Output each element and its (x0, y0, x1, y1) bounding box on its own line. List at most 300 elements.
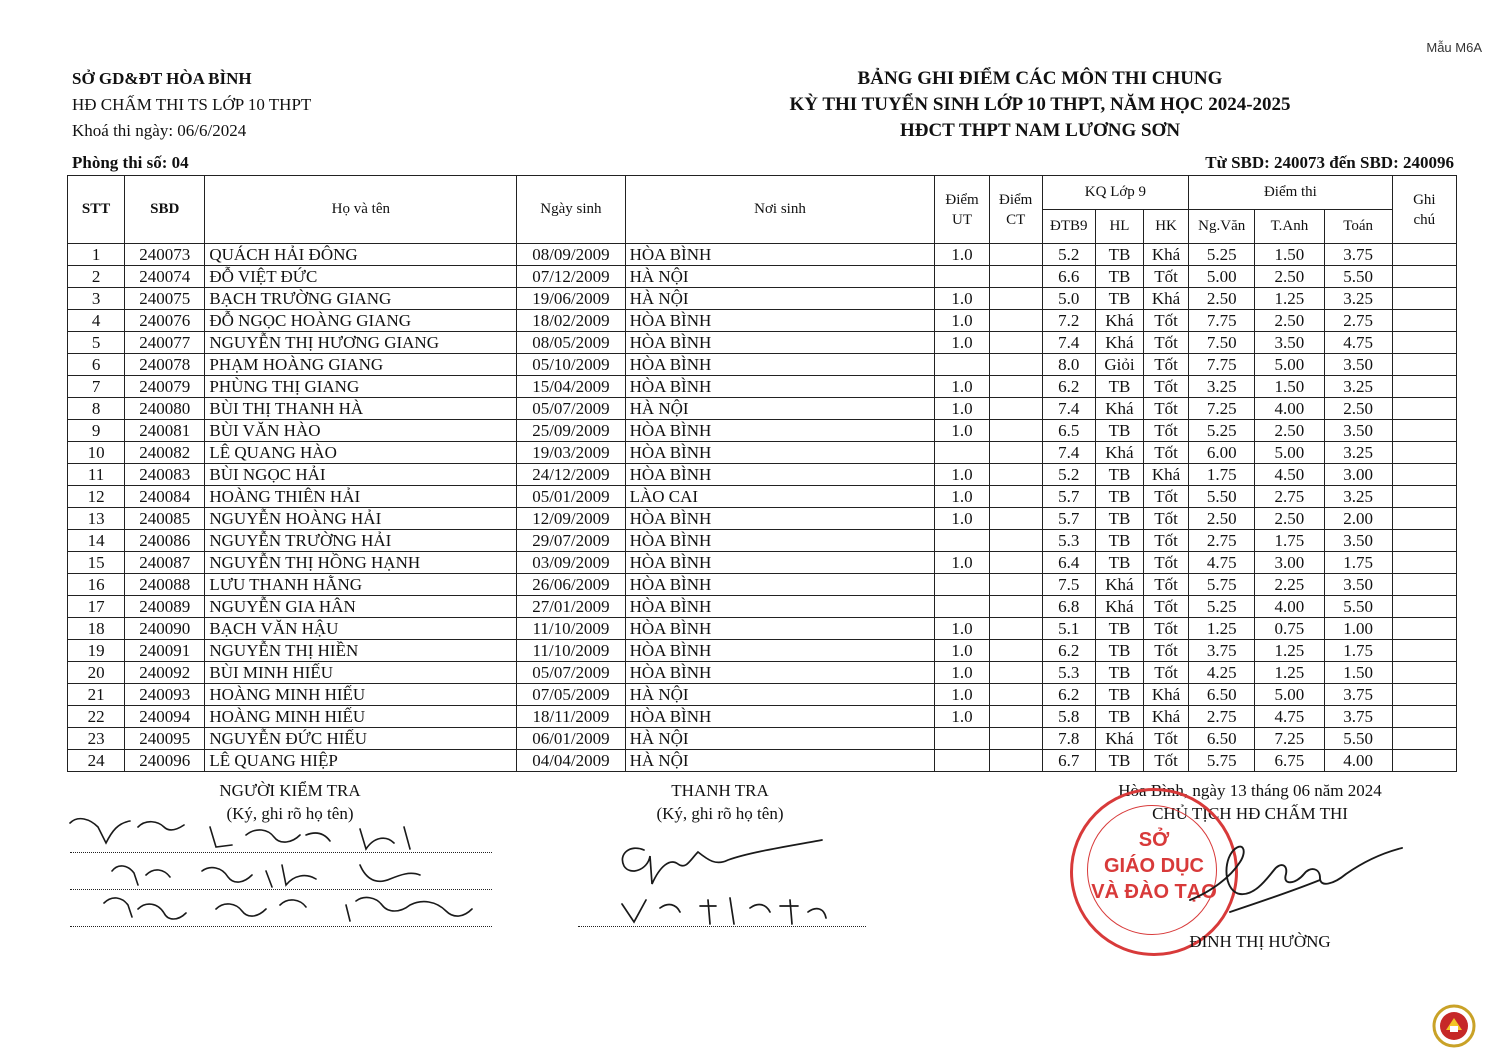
cell-dob: 08/05/2009 (517, 332, 625, 354)
cell-ghi-chu (1392, 750, 1456, 772)
cell-ghi-chu (1392, 684, 1456, 706)
header-ut (935, 176, 989, 244)
table-row (68, 706, 1457, 728)
exam-name: KỲ THI TUYỂN SINH LỚP 10 THPT, NĂM HỌC 2024-2025 (789, 94, 1291, 115)
cell-stt: 4 (68, 310, 125, 332)
cell-pob: HÒA BÌNH (625, 618, 935, 640)
header-dtb9: ĐTB9 (1042, 210, 1095, 244)
cell-dtb9: 7.2 (1042, 310, 1095, 332)
cell-sbd: 240095 (125, 728, 205, 750)
header-ghi-chu-line1: Ghi (1413, 191, 1436, 208)
cell-sbd: 240080 (125, 398, 205, 420)
cell-hl: TB (1095, 420, 1143, 442)
cell-sbd: 240094 (125, 706, 205, 728)
stamp-line-2: GIÁO DỤC (1104, 855, 1204, 877)
cell-diem-ct (989, 398, 1042, 420)
cell-diem-ct (989, 640, 1042, 662)
cell-pob: HÀ NỘI (625, 266, 935, 288)
cell-diem-ut: 1.0 (935, 288, 989, 310)
cell-diem-ut (935, 266, 989, 288)
cell-stt: 20 (68, 662, 125, 684)
cell-pob: HÒA BÌNH (625, 420, 935, 442)
cell-hl: TB (1095, 552, 1143, 574)
cell-diem-ct (989, 706, 1042, 728)
cell-dtb9: 7.5 (1042, 574, 1095, 596)
cell-dtb9: 6.6 (1042, 266, 1095, 288)
cell-hk: Tốt (1144, 596, 1189, 618)
cell-toan: 3.00 (1324, 464, 1392, 486)
cell-pob: LÀO CAI (625, 486, 935, 508)
cell-name: NGUYỄN THỊ HIỀN (205, 640, 517, 662)
cell-hl: TB (1095, 662, 1143, 684)
cell-toan: 2.00 (1324, 508, 1392, 530)
table-row (68, 640, 1457, 662)
header-ut-line2: UT (952, 211, 973, 228)
cell-diem-ut: 1.0 (935, 662, 989, 684)
cell-stt: 11 (68, 464, 125, 486)
cell-diem-ct (989, 508, 1042, 530)
cell-sbd: 240089 (125, 596, 205, 618)
cell-t-anh: 5.00 (1255, 354, 1324, 376)
cell-ng-van: 5.50 (1189, 486, 1255, 508)
cell-hl: Khá (1095, 596, 1143, 618)
cell-stt: 1 (68, 244, 125, 266)
cell-hl: Khá (1095, 310, 1143, 332)
cell-name: ĐỖ VIỆT ĐỨC (205, 266, 517, 288)
cell-diem-ct (989, 596, 1042, 618)
cell-stt: 9 (68, 420, 125, 442)
cell-name: NGUYỄN THỊ HƯƠNG GIANG (205, 332, 517, 354)
cell-t-anh: 1.25 (1255, 662, 1324, 684)
cell-pob: HÒA BÌNH (625, 354, 935, 376)
cell-t-anh: 7.25 (1255, 728, 1324, 750)
cell-t-anh: 5.00 (1255, 684, 1324, 706)
cell-stt: 10 (68, 442, 125, 464)
cell-dob: 19/06/2009 (517, 288, 625, 310)
cell-hl: TB (1095, 266, 1143, 288)
cell-t-anh: 1.75 (1255, 530, 1324, 552)
cell-ghi-chu (1392, 486, 1456, 508)
cell-sbd: 240079 (125, 376, 205, 398)
cell-name: NGUYỄN TRƯỜNG HẢI (205, 530, 517, 552)
cell-sbd: 240076 (125, 310, 205, 332)
cell-hk: Tốt (1144, 266, 1189, 288)
cell-stt: 17 (68, 596, 125, 618)
cell-hl: TB (1095, 244, 1143, 266)
cell-name: HOÀNG MINH HIẾU (205, 706, 517, 728)
cell-dob: 06/01/2009 (517, 728, 625, 750)
cell-name: BÙI NGỌC HẢI (205, 464, 517, 486)
cell-t-anh: 1.25 (1255, 640, 1324, 662)
cell-diem-ct (989, 618, 1042, 640)
checker-signatures (60, 805, 500, 940)
cell-ghi-chu (1392, 640, 1456, 662)
cell-t-anh: 4.00 (1255, 398, 1324, 420)
cell-diem-ut: 1.0 (935, 398, 989, 420)
cell-diem-ct (989, 442, 1042, 464)
cell-hk: Tốt (1144, 574, 1189, 596)
cell-dob: 07/05/2009 (517, 684, 625, 706)
cell-t-anh: 2.75 (1255, 486, 1324, 508)
issuer-block (72, 66, 311, 144)
cell-diem-ut (935, 750, 989, 772)
cell-dob: 11/10/2009 (517, 640, 625, 662)
checker-3-name (216, 898, 472, 921)
cell-t-anh: 3.50 (1255, 332, 1324, 354)
cell-t-anh: 6.75 (1255, 750, 1324, 772)
cell-hk: Khá (1144, 706, 1189, 728)
grading-council: HĐCT THPT NAM LƯƠNG SƠN (899, 120, 1181, 141)
inspector-name-handwritten (622, 898, 826, 924)
cell-toan: 3.25 (1324, 442, 1392, 464)
cell-diem-ut: 1.0 (935, 618, 989, 640)
cell-pob: HÒA BÌNH (625, 706, 935, 728)
cell-ghi-chu (1392, 618, 1456, 640)
cell-t-anh: 2.25 (1255, 574, 1324, 596)
cell-diem-ct (989, 376, 1042, 398)
cell-dtb9: 5.2 (1042, 244, 1095, 266)
cell-dtb9: 5.7 (1042, 486, 1095, 508)
date-line: Hòa Bình, ngày 13 tháng 06 năm 2024 (1118, 781, 1382, 800)
cell-ng-van: 3.75 (1189, 640, 1255, 662)
header-dob: Ngày sinh (517, 176, 625, 244)
cell-dtb9: 6.2 (1042, 640, 1095, 662)
cell-ghi-chu (1392, 244, 1456, 266)
room-number: Phòng thi số: 04 (72, 153, 189, 172)
cell-toan: 3.50 (1324, 530, 1392, 552)
table-row (68, 662, 1457, 684)
cell-t-anh: 2.50 (1255, 310, 1324, 332)
cell-ng-van: 6.50 (1189, 728, 1255, 750)
cell-pob: HÒA BÌNH (625, 310, 935, 332)
cell-diem-ct (989, 552, 1042, 574)
cell-hk: Tốt (1144, 398, 1189, 420)
cell-ghi-chu (1392, 266, 1456, 288)
cell-hk: Tốt (1144, 332, 1189, 354)
header-ct (989, 176, 1042, 244)
cell-ghi-chu (1392, 706, 1456, 728)
cell-stt: 22 (68, 706, 125, 728)
cell-dtb9: 5.0 (1042, 288, 1095, 310)
cell-hl: TB (1095, 288, 1143, 310)
table-row (68, 310, 1457, 332)
cell-pob: HÒA BÌNH (625, 376, 935, 398)
cell-dob: 25/09/2009 (517, 420, 625, 442)
header-pob: Nơi sinh (625, 176, 935, 244)
cell-name: PHÙNG THỊ GIANG (205, 376, 517, 398)
cell-toan: 1.75 (1324, 640, 1392, 662)
cell-hl: TB (1095, 508, 1143, 530)
cell-name: BÙI VĂN HÀO (205, 420, 517, 442)
cell-sbd: 240082 (125, 442, 205, 464)
cell-hk: Tốt (1144, 728, 1189, 750)
inspector-block (620, 779, 820, 825)
cell-hk: Tốt (1144, 618, 1189, 640)
cell-hk: Tốt (1144, 552, 1189, 574)
cell-hl: TB (1095, 750, 1143, 772)
cell-t-anh: 5.00 (1255, 442, 1324, 464)
cell-hk: Khá (1144, 288, 1189, 310)
cell-sbd: 240077 (125, 332, 205, 354)
cell-ng-van: 6.00 (1189, 442, 1255, 464)
cell-dtb9: 6.2 (1042, 376, 1095, 398)
cell-toan: 3.75 (1324, 706, 1392, 728)
cell-diem-ct (989, 750, 1042, 772)
cell-sbd: 240083 (125, 464, 205, 486)
cell-hk: Khá (1144, 244, 1189, 266)
cell-sbd: 240091 (125, 640, 205, 662)
header-toan: Toán (1324, 210, 1392, 244)
chair-signature (1170, 822, 1410, 932)
cell-name: NGUYỄN THỊ HỒNG HẠNH (205, 552, 517, 574)
school-logo-icon (1428, 1000, 1480, 1048)
cell-dtb9: 7.4 (1042, 332, 1095, 354)
cell-sbd: 240090 (125, 618, 205, 640)
cell-toan: 3.25 (1324, 486, 1392, 508)
cell-ng-van: 3.25 (1189, 376, 1255, 398)
cell-dtb9: 7.4 (1042, 398, 1095, 420)
cell-t-anh: 4.00 (1255, 596, 1324, 618)
cell-ng-van: 5.25 (1189, 596, 1255, 618)
cell-hk: Tốt (1144, 486, 1189, 508)
cell-diem-ct (989, 288, 1042, 310)
cell-stt: 15 (68, 552, 125, 574)
cell-hk: Tốt (1144, 640, 1189, 662)
header-hl: HL (1095, 210, 1143, 244)
cell-diem-ct (989, 728, 1042, 750)
cell-name: BÙI MINH HIẾU (205, 662, 517, 684)
header-hk: HK (1144, 210, 1189, 244)
cell-stt: 24 (68, 750, 125, 772)
cell-pob: HÒA BÌNH (625, 530, 935, 552)
cell-dob: 03/09/2009 (517, 552, 625, 574)
header-ghi-chu (1392, 176, 1456, 244)
cell-sbd: 240075 (125, 288, 205, 310)
table-row (68, 464, 1457, 486)
cell-diem-ut: 1.0 (935, 706, 989, 728)
cell-diem-ct (989, 530, 1042, 552)
cell-toan: 2.50 (1324, 398, 1392, 420)
cell-stt: 7 (68, 376, 125, 398)
cell-diem-ut: 1.0 (935, 310, 989, 332)
cell-dtb9: 5.3 (1042, 662, 1095, 684)
cell-dtb9: 6.4 (1042, 552, 1095, 574)
cell-hk: Tốt (1144, 750, 1189, 772)
cell-diem-ct (989, 332, 1042, 354)
cell-pob: HÒA BÌNH (625, 442, 935, 464)
cell-stt: 19 (68, 640, 125, 662)
table-row (68, 376, 1457, 398)
header-ut-line1: Điểm (945, 191, 979, 208)
cell-ghi-chu (1392, 442, 1456, 464)
table-row (68, 266, 1457, 288)
checker-note: (Ký, ghi rõ họ tên) (226, 804, 354, 823)
cell-dob: 05/07/2009 (517, 662, 625, 684)
cell-name: PHẠM HOÀNG GIANG (205, 354, 517, 376)
cell-ng-van: 2.75 (1189, 706, 1255, 728)
cell-sbd: 240088 (125, 574, 205, 596)
cell-name: BẠCH VĂN HẬU (205, 618, 517, 640)
cell-ng-van: 5.75 (1189, 750, 1255, 772)
header-t-anh: T.Anh (1255, 210, 1324, 244)
cell-t-anh: 2.50 (1255, 266, 1324, 288)
cell-ghi-chu (1392, 464, 1456, 486)
cell-name: HOÀNG THIÊN HẢI (205, 486, 517, 508)
cell-pob: HÒA BÌNH (625, 662, 935, 684)
cell-ng-van: 6.50 (1189, 684, 1255, 706)
stamp-line-3: VÀ ĐÀO TẠO (1091, 881, 1217, 903)
cell-stt: 16 (68, 574, 125, 596)
cell-dob: 12/09/2009 (517, 508, 625, 530)
cell-diem-ut: 1.0 (935, 464, 989, 486)
cell-diem-ut: 1.0 (935, 376, 989, 398)
cell-toan: 1.50 (1324, 662, 1392, 684)
cell-toan: 4.00 (1324, 750, 1392, 772)
header-diem-thi: Điểm thi (1189, 176, 1393, 210)
cell-ghi-chu (1392, 420, 1456, 442)
cell-ng-van: 5.25 (1189, 244, 1255, 266)
table-row (68, 728, 1457, 750)
cell-dob: 05/07/2009 (517, 398, 625, 420)
cell-sbd: 240074 (125, 266, 205, 288)
cell-dtb9: 5.3 (1042, 530, 1095, 552)
cell-diem-ut: 1.0 (935, 244, 989, 266)
cell-hk: Tốt (1144, 508, 1189, 530)
table-row (68, 354, 1457, 376)
cell-ng-van: 7.75 (1189, 310, 1255, 332)
cell-stt: 3 (68, 288, 125, 310)
cell-ghi-chu (1392, 662, 1456, 684)
cell-stt: 21 (68, 684, 125, 706)
cell-ghi-chu (1392, 552, 1456, 574)
table-row (68, 552, 1457, 574)
cell-ghi-chu (1392, 398, 1456, 420)
inspector-note: (Ký, ghi rõ họ tên) (656, 804, 784, 823)
cell-pob: HÒA BÌNH (625, 552, 935, 574)
cell-toan: 3.50 (1324, 420, 1392, 442)
cell-dtb9: 5.1 (1042, 618, 1095, 640)
score-table (67, 175, 1457, 772)
cell-stt: 18 (68, 618, 125, 640)
cell-pob: HÒA BÌNH (625, 244, 935, 266)
cell-hl: TB (1095, 376, 1143, 398)
cell-dob: 24/12/2009 (517, 464, 625, 486)
cell-hl: Giỏi (1095, 354, 1143, 376)
header-ghi-chu-line2: chú (1413, 211, 1436, 228)
cell-diem-ut: 1.0 (935, 640, 989, 662)
stamp-line-1: SỞ (1138, 829, 1170, 851)
cell-hl: TB (1095, 640, 1143, 662)
cell-diem-ut (935, 354, 989, 376)
cell-ghi-chu (1392, 728, 1456, 750)
cell-sbd: 240084 (125, 486, 205, 508)
cell-toan: 3.75 (1324, 684, 1392, 706)
checker-2-initials (112, 866, 170, 885)
cell-hk: Tốt (1144, 530, 1189, 552)
cell-ng-van: 1.75 (1189, 464, 1255, 486)
cell-pob: HÒA BÌNH (625, 508, 935, 530)
cell-hk: Khá (1144, 684, 1189, 706)
chair-signature-stroke (1190, 847, 1402, 900)
table-row (68, 530, 1457, 552)
header-name: Họ và tên (205, 176, 517, 244)
cell-diem-ut: 1.0 (935, 684, 989, 706)
table-row (68, 442, 1457, 464)
cell-diem-ct (989, 310, 1042, 332)
cell-hl: Khá (1095, 574, 1143, 596)
cell-hk: Tốt (1144, 442, 1189, 464)
cell-ghi-chu (1392, 310, 1456, 332)
checker-1-name (210, 827, 410, 849)
cell-dtb9: 5.8 (1042, 706, 1095, 728)
cell-ghi-chu (1392, 354, 1456, 376)
header-kq-lop9: KQ Lớp 9 (1042, 176, 1188, 210)
cell-toan: 4.75 (1324, 332, 1392, 354)
table-row (68, 750, 1457, 772)
cell-ghi-chu (1392, 574, 1456, 596)
cell-dob: 05/10/2009 (517, 354, 625, 376)
cell-sbd: 240087 (125, 552, 205, 574)
cell-hk: Tốt (1144, 662, 1189, 684)
cell-hl: Khá (1095, 728, 1143, 750)
cell-pob: HÒA BÌNH (625, 574, 935, 596)
sbd-range: Từ SBD: 240073 đến SBD: 240096 (1205, 153, 1454, 172)
inspector-signature-stroke (622, 840, 822, 884)
cell-dob: 04/04/2009 (517, 750, 625, 772)
cell-t-anh: 4.50 (1255, 464, 1324, 486)
inspector-signature (590, 830, 860, 930)
cell-ng-van: 2.50 (1189, 508, 1255, 530)
cell-diem-ut (935, 574, 989, 596)
cell-name: NGUYỄN ĐỨC HIẾU (205, 728, 517, 750)
cell-diem-ut: 1.0 (935, 552, 989, 574)
cell-stt: 23 (68, 728, 125, 750)
cell-name: BÙI THỊ THANH HÀ (205, 398, 517, 420)
cell-stt: 8 (68, 398, 125, 420)
cell-sbd: 240081 (125, 420, 205, 442)
cell-ng-van: 7.50 (1189, 332, 1255, 354)
cell-dob: 15/04/2009 (517, 376, 625, 398)
cell-toan: 3.50 (1324, 354, 1392, 376)
cell-diem-ct (989, 662, 1042, 684)
cell-hl: TB (1095, 618, 1143, 640)
cell-ng-van: 5.25 (1189, 420, 1255, 442)
cell-diem-ut: 1.0 (935, 332, 989, 354)
cell-t-anh: 2.50 (1255, 420, 1324, 442)
cell-t-anh: 4.75 (1255, 706, 1324, 728)
cell-hk: Khá (1144, 464, 1189, 486)
issuer-council: HĐ CHẤM THI TS LỚP 10 THPT (72, 95, 312, 114)
score-table-body (68, 244, 1457, 772)
cell-t-anh: 1.50 (1255, 244, 1324, 266)
checker-2-name (202, 865, 420, 887)
cell-diem-ct (989, 486, 1042, 508)
cell-toan: 1.00 (1324, 618, 1392, 640)
cell-sbd: 240092 (125, 662, 205, 684)
cell-stt: 13 (68, 508, 125, 530)
chair-name: ĐINH THỊ HƯỜNG (1189, 932, 1331, 951)
cell-dtb9: 7.4 (1042, 442, 1095, 464)
cell-ng-van: 7.75 (1189, 354, 1255, 376)
cell-toan: 5.50 (1324, 266, 1392, 288)
cell-t-anh: 1.50 (1255, 376, 1324, 398)
cell-pob: HÒA BÌNH (625, 640, 935, 662)
cell-dob: 05/01/2009 (517, 486, 625, 508)
cell-hk: Tốt (1144, 310, 1189, 332)
cell-toan: 5.50 (1324, 596, 1392, 618)
checker-3-initials (104, 898, 186, 919)
cell-pob: HÀ NỘI (625, 398, 935, 420)
